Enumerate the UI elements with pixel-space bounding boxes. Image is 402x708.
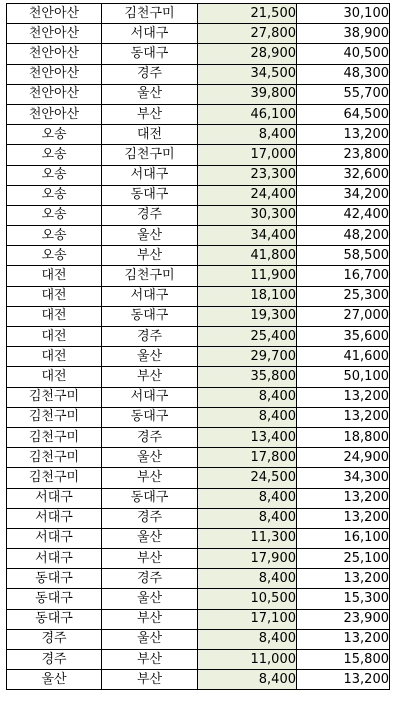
origin-station-cell: 서대구 [7, 488, 102, 508]
fare-cell-1: 8,400 [198, 125, 297, 145]
table-row [7, 569, 390, 589]
origin-station-cell: 서대구 [7, 528, 102, 548]
origin-station-cell: 오송 [7, 226, 102, 246]
destination-station-cell: 경주 [102, 327, 198, 347]
fare-cell-2: 13,200 [297, 488, 390, 508]
fare-cell-1: 30,300 [198, 205, 297, 225]
table-row [7, 165, 390, 185]
origin-station-cell: 오송 [7, 205, 102, 225]
table-row [7, 387, 390, 407]
fare-cell-1: 18,100 [198, 286, 297, 306]
fare-cell-1: 11,300 [198, 528, 297, 548]
fare-cell-1: 10,500 [198, 589, 297, 609]
fare-cell-2: 15,800 [297, 650, 390, 670]
fare-cell-1: 21,500 [198, 4, 297, 24]
table-row [7, 488, 390, 508]
fare-cell-1: 8,400 [198, 508, 297, 528]
origin-station-cell: 대전 [7, 347, 102, 367]
destination-station-cell: 동대구 [102, 407, 198, 427]
destination-station-cell: 부산 [102, 104, 198, 124]
table-row [7, 306, 390, 326]
table-row [7, 185, 390, 205]
fare-cell-2: 13,200 [297, 508, 390, 528]
fare-cell-2: 25,300 [297, 286, 390, 306]
origin-station-cell: 동대구 [7, 589, 102, 609]
fare-cell-1: 27,800 [198, 24, 297, 44]
fare-cell-2: 13,200 [297, 407, 390, 427]
fare-cell-1: 8,400 [198, 569, 297, 589]
table-row [7, 650, 390, 670]
table-row [7, 125, 390, 145]
destination-station-cell: 울산 [102, 448, 198, 468]
destination-station-cell: 부산 [102, 246, 198, 266]
origin-station-cell: 천안아산 [7, 84, 102, 104]
fare-cell-2: 34,200 [297, 185, 390, 205]
origin-station-cell: 김천구미 [7, 448, 102, 468]
table-row [7, 448, 390, 468]
fare-cell-1: 19,300 [198, 306, 297, 326]
origin-station-cell: 오송 [7, 185, 102, 205]
fare-cell-2: 13,200 [297, 387, 390, 407]
fare-cell-1: 41,800 [198, 246, 297, 266]
fare-table-body [7, 4, 390, 690]
fare-cell-2: 42,400 [297, 205, 390, 225]
fare-cell-2: 48,200 [297, 226, 390, 246]
fare-cell-1: 24,500 [198, 468, 297, 488]
origin-station-cell: 대전 [7, 286, 102, 306]
table-row [7, 44, 390, 64]
fare-cell-2: 58,500 [297, 246, 390, 266]
fare-cell-2: 35,600 [297, 327, 390, 347]
table-row [7, 4, 390, 24]
fare-cell-2: 13,200 [297, 569, 390, 589]
destination-station-cell: 동대구 [102, 185, 198, 205]
fare-cell-1: 17,100 [198, 609, 297, 629]
destination-station-cell: 울산 [102, 589, 198, 609]
fare-cell-2: 13,200 [297, 629, 390, 649]
table-row [7, 589, 390, 609]
destination-station-cell: 서대구 [102, 24, 198, 44]
origin-station-cell: 경주 [7, 650, 102, 670]
table-row [7, 468, 390, 488]
destination-station-cell: 동대구 [102, 488, 198, 508]
origin-station-cell: 대전 [7, 266, 102, 286]
table-row [7, 266, 390, 286]
table-row [7, 670, 390, 690]
fare-cell-2: 30,100 [297, 4, 390, 24]
origin-station-cell: 천안아산 [7, 4, 102, 24]
destination-station-cell: 부산 [102, 367, 198, 387]
destination-station-cell: 부산 [102, 468, 198, 488]
fare-cell-1: 8,400 [198, 407, 297, 427]
fare-cell-1: 8,400 [198, 488, 297, 508]
fare-cell-1: 34,400 [198, 226, 297, 246]
fare-cell-2: 25,100 [297, 549, 390, 569]
origin-station-cell: 대전 [7, 367, 102, 387]
destination-station-cell: 김천구미 [102, 266, 198, 286]
fare-cell-1: 17,000 [198, 145, 297, 165]
destination-station-cell: 경주 [102, 205, 198, 225]
fare-cell-2: 55,700 [297, 84, 390, 104]
fare-cell-2: 40,500 [297, 44, 390, 64]
destination-station-cell: 대전 [102, 125, 198, 145]
origin-station-cell: 오송 [7, 125, 102, 145]
fare-cell-1: 13,400 [198, 427, 297, 447]
destination-station-cell: 부산 [102, 670, 198, 690]
destination-station-cell: 서대구 [102, 387, 198, 407]
fare-cell-2: 38,900 [297, 24, 390, 44]
fare-cell-1: 34,500 [198, 64, 297, 84]
table-row [7, 104, 390, 124]
table-row [7, 549, 390, 569]
table-row [7, 347, 390, 367]
origin-station-cell: 동대구 [7, 569, 102, 589]
origin-station-cell: 천안아산 [7, 24, 102, 44]
origin-station-cell: 김천구미 [7, 427, 102, 447]
table-row [7, 427, 390, 447]
fare-cell-2: 32,600 [297, 165, 390, 185]
fare-table [6, 3, 390, 690]
destination-station-cell: 울산 [102, 528, 198, 548]
origin-station-cell: 김천구미 [7, 387, 102, 407]
fare-cell-1: 46,100 [198, 104, 297, 124]
destination-station-cell: 부산 [102, 650, 198, 670]
fare-cell-2: 16,100 [297, 528, 390, 548]
table-row [7, 629, 390, 649]
table-row [7, 407, 390, 427]
fare-cell-1: 24,400 [198, 185, 297, 205]
fare-cell-1: 35,800 [198, 367, 297, 387]
fare-cell-2: 15,300 [297, 589, 390, 609]
fare-cell-2: 41,600 [297, 347, 390, 367]
table-row [7, 64, 390, 84]
fare-cell-2: 27,000 [297, 306, 390, 326]
destination-station-cell: 경주 [102, 508, 198, 528]
fare-cell-1: 23,300 [198, 165, 297, 185]
table-row [7, 609, 390, 629]
origin-station-cell: 천안아산 [7, 104, 102, 124]
fare-cell-2: 13,200 [297, 125, 390, 145]
fare-cell-1: 17,800 [198, 448, 297, 468]
destination-station-cell: 경주 [102, 64, 198, 84]
fare-cell-2: 16,700 [297, 266, 390, 286]
origin-station-cell: 동대구 [7, 609, 102, 629]
destination-station-cell: 서대구 [102, 286, 198, 306]
origin-station-cell: 서대구 [7, 549, 102, 569]
destination-station-cell: 울산 [102, 629, 198, 649]
destination-station-cell: 부산 [102, 549, 198, 569]
destination-station-cell: 경주 [102, 569, 198, 589]
origin-station-cell: 천안아산 [7, 64, 102, 84]
destination-station-cell: 경주 [102, 427, 198, 447]
fare-cell-2: 23,900 [297, 609, 390, 629]
origin-station-cell: 대전 [7, 327, 102, 347]
destination-station-cell: 동대구 [102, 44, 198, 64]
table-row [7, 508, 390, 528]
destination-station-cell: 울산 [102, 226, 198, 246]
table-row [7, 246, 390, 266]
table-row [7, 84, 390, 104]
table-row [7, 528, 390, 548]
fare-cell-1: 25,400 [198, 327, 297, 347]
destination-station-cell: 부산 [102, 609, 198, 629]
origin-station-cell: 김천구미 [7, 407, 102, 427]
fare-cell-1: 8,400 [198, 629, 297, 649]
fare-cell-2: 13,200 [297, 670, 390, 690]
fare-cell-1: 11,000 [198, 650, 297, 670]
fare-cell-1: 17,900 [198, 549, 297, 569]
destination-station-cell: 김천구미 [102, 4, 198, 24]
fare-cell-1: 8,400 [198, 670, 297, 690]
origin-station-cell: 오송 [7, 145, 102, 165]
origin-station-cell: 대전 [7, 306, 102, 326]
destination-station-cell: 동대구 [102, 306, 198, 326]
table-row [7, 367, 390, 387]
fare-cell-2: 23,800 [297, 145, 390, 165]
destination-station-cell: 서대구 [102, 165, 198, 185]
fare-cell-2: 48,300 [297, 64, 390, 84]
table-row [7, 226, 390, 246]
fare-cell-1: 28,900 [198, 44, 297, 64]
fare-cell-2: 34,300 [297, 468, 390, 488]
fare-cell-1: 11,900 [198, 266, 297, 286]
origin-station-cell: 오송 [7, 165, 102, 185]
table-row [7, 286, 390, 306]
table-row [7, 145, 390, 165]
table-row [7, 205, 390, 225]
destination-station-cell: 울산 [102, 84, 198, 104]
fare-cell-1: 8,400 [198, 387, 297, 407]
origin-station-cell: 서대구 [7, 508, 102, 528]
fare-cell-1: 29,700 [198, 347, 297, 367]
origin-station-cell: 오송 [7, 246, 102, 266]
fare-cell-2: 18,800 [297, 427, 390, 447]
destination-station-cell: 울산 [102, 347, 198, 367]
origin-station-cell: 경주 [7, 629, 102, 649]
origin-station-cell: 천안아산 [7, 44, 102, 64]
table-row [7, 24, 390, 44]
destination-station-cell: 김천구미 [102, 145, 198, 165]
fare-cell-2: 50,100 [297, 367, 390, 387]
fare-cell-1: 39,800 [198, 84, 297, 104]
origin-station-cell: 김천구미 [7, 468, 102, 488]
origin-station-cell: 울산 [7, 670, 102, 690]
fare-cell-2: 24,900 [297, 448, 390, 468]
fare-cell-2: 64,500 [297, 104, 390, 124]
table-row [7, 327, 390, 347]
